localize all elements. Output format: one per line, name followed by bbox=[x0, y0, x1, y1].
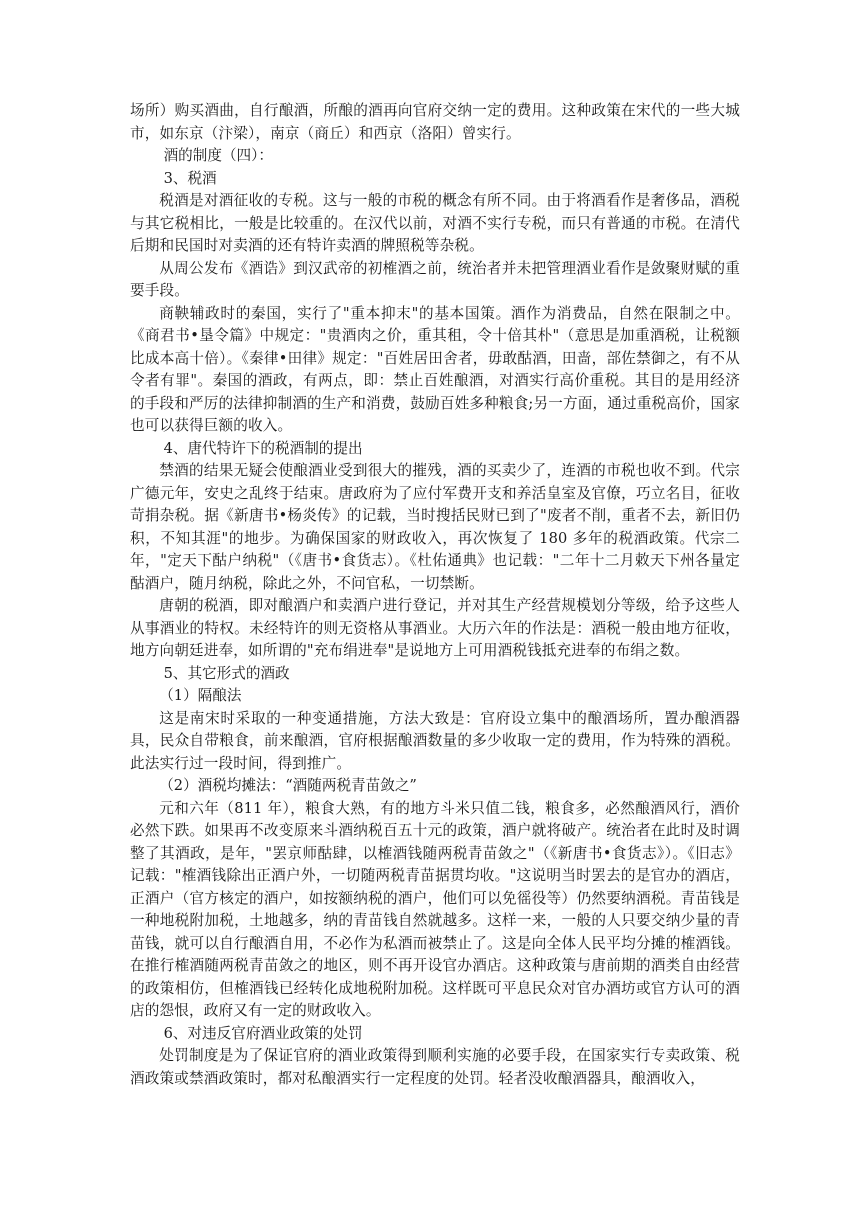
paragraph: 商鞅辅政时的秦国，实行了"重本抑末"的基本国策。酒作为消费品，自然在限制之中。《商君书•垦令篇》中规定："贵酒肉之价，重其租，令十倍其朴"（意思是加重酒税，让税额比成本高十倍）。《秦律•田律》规定："百姓居田舍者，毋敢酤酒，田啬，部佐禁御之，有不从令者有罪"。秦国的酒政，有两点，即：禁止百姓酿酒，对酒实行高价重税。其目的是用经济的手段和严厉的法律抑制酒的生产和消费，鼓励百姓多种粮食;另一方面，通过重税高价，国家也可以获得巨额的收入。 bbox=[130, 304, 740, 434]
section-heading-wine-tax: 3、税酒 bbox=[163, 169, 217, 187]
paragraph: 禁酒的结果无疑会使酿酒业受到很大的摧残，酒的买卖少了，连酒的市税也收不到。代宗广德元年，安史之乱终于结束。唐政府为了应付军费开支和养活皇室及官僚，巧立名目，征收苛捐杂税。据《新唐书•杨炎传》的记载，当时搜括民财已到了"废者不削，重者不去，新旧仍积，不知其涯"的地步。为确保国家的财政收入，再次恢复了 180 多年的税酒政策。代宗二年，"定天下酤户纳税"（《唐书•食货志）。《杜佑通典》也记载："二年十二月敕天下州各量定酤酒户，随月纳税，除此之外，不问官私，一切禁断。 bbox=[130, 462, 740, 592]
section-heading-penalties: 6、对违反官府酒业政策的处罚 bbox=[163, 1024, 363, 1042]
paragraph: 这是南宋时采取的一种变通措施，方法大致是：官府设立集中的酿酒场所，置办酿酒器具，民众自带粮食，前来酿酒，官府根据酿酒数量的多少收取一定的费用，作为特殊的酒税。此法实行过一段时间，得到推广。 bbox=[130, 709, 740, 772]
section-heading-wine-system-4: 酒的制度（四）： bbox=[163, 147, 274, 164]
paragraph: 处罚制度是为了保证官府的酒业政策得到顺利实施的必要手段，在国家实行专卖政策、税酒政策或禁酒政策时，都对私酿酒实行一定程度的处罚。轻者没收酿酒器具，酿酒收入， bbox=[130, 1047, 740, 1087]
section-heading-tang-tax: 4、唐代特许下的税酒制的提出 bbox=[163, 439, 363, 457]
paragraph-continuation: 场所）购买酒曲，自行酿酒，所酿的酒再向官府交纳一定的费用。这种政策在宋代的一些大城市，如东京（汴梁），南京（商丘）和西京（洛阳）曾实行。 bbox=[130, 102, 740, 142]
document-body bbox=[130, 100, 740, 1090]
paragraph: 税酒是对酒征收的专税。这与一般的市税的概念有所不同。由于将酒看作是奢侈品，酒税与其它税相比，一般是比较重的。在汉代以前，对酒不实行专税，而只有普通的市税。在清代后期和民国时对卖酒的还有特许卖酒的牌照税等杂税。 bbox=[130, 192, 740, 254]
paragraph: 唐朝的税酒，即对酿酒户和卖酒户进行登记，并对其生产经营规模划分等级，给予这些人从事酒业的特权。未经特许的则无资格从事酒业。大历六年的作法是：酒税一般由地方征收，地方向朝廷进奉，如所谓的"充布绢进奉"是说地方上可用酒税钱抵充进奉的布绢之数。 bbox=[130, 597, 740, 659]
section-heading-other-forms: 5、其它形式的酒政 bbox=[163, 664, 290, 682]
paragraph: 元和六年（811 年），粮食大熟，有的地方斗米只值二钱，粮食多，必然酿酒风行，酒价必然下跌。如果再不改变原来斗酒纳税百五十元的政策，酒户就将破产。统治者在此时及时调整了其酒政，是年，"罢京师酤肆，以榷酒钱随两税青苗敛之"（《新唐书•食货志》）。《旧志》记载："榷酒钱除出正酒户外，一切随两税青苗据贯均收。"这说明当时罢去的是官办的酒店，正酒户（官方核定的酒户，如按额纳税的酒户，他们可以免徭役等）仍然要纳酒税。青苗钱是一种地税附加税，土地越多，纳的青苗钱自然就越多。这样一来，一般的人只要交纳少量的青苗钱，就可以自行酿酒自用，不必作为私酒而被禁止了。这是向全体人民平均分摊的榷酒钱。在推行榷酒随两税青苗敛之的地区，则不再开设官办酒店。这种政策与唐前期的酒类自由经营的政策相仿，但榷酒钱已经转化成地税附加税。这样既可平息民众对官办酒坊或官方认可的酒店的怨恨，政府又有一定的财政收入。 bbox=[130, 799, 740, 1019]
subsection-heading-geniang: （1）隔酿法 bbox=[159, 687, 242, 704]
subsection-heading-tax-sharing: （2）酒税均摊法：“酒随两税青苗敛之” bbox=[159, 777, 417, 794]
paragraph: 从周公发布《酒诰》到汉武帝的初榷酒之前，统治者并未把管理酒业看作是敛聚财赋的重要手段。 bbox=[130, 259, 740, 299]
